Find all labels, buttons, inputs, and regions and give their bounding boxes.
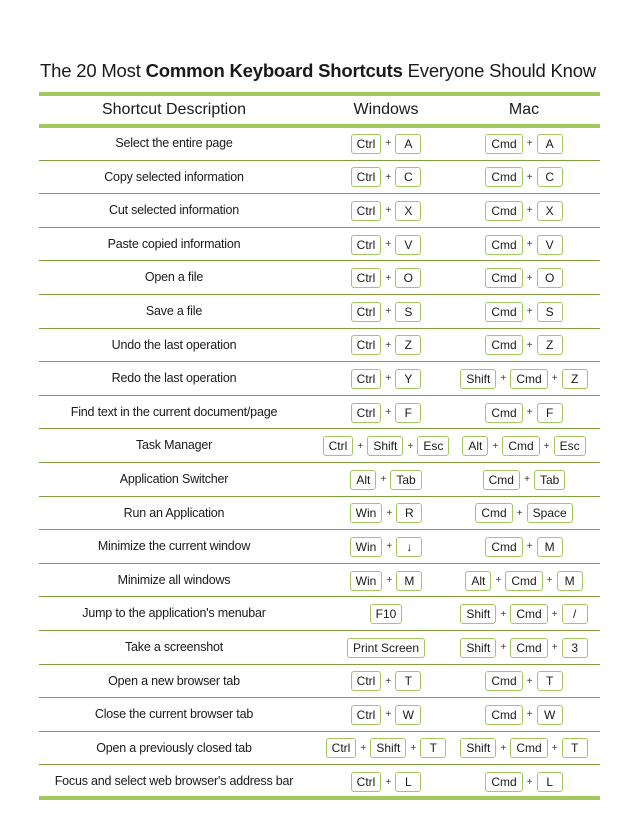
- mac-shortcut: [444, 631, 604, 665]
- key-cap: Print Screen: [347, 638, 425, 658]
- plus-sign: +: [524, 474, 530, 486]
- shortcut-description: Minimize all windows: [117, 572, 231, 587]
- plus-sign: +: [385, 776, 392, 788]
- table-row: [39, 194, 600, 228]
- key-cap: V: [537, 235, 563, 255]
- key-cap: F: [395, 403, 421, 423]
- shortcut-description: Task Manager: [135, 438, 213, 453]
- mac-shortcut: [444, 396, 604, 430]
- plus-sign: +: [385, 306, 392, 318]
- mac-shortcut: [444, 161, 604, 195]
- table-row: [39, 295, 600, 329]
- key-cap: F10: [370, 604, 403, 624]
- plus-sign: +: [385, 407, 392, 419]
- mac-shortcut: [444, 329, 604, 363]
- plus-sign: +: [385, 272, 392, 284]
- plus-sign: +: [551, 642, 558, 654]
- plus-sign: +: [526, 272, 533, 284]
- key-cap: O: [537, 268, 563, 288]
- plus-sign: +: [500, 373, 507, 385]
- key-cap: Cmd: [485, 671, 522, 691]
- mac-shortcut: [444, 497, 604, 531]
- key-cap: X: [395, 201, 421, 221]
- key-cap: C: [395, 167, 421, 187]
- table-row: [39, 564, 600, 598]
- shortcut-description: Open a previously closed tab: [96, 740, 252, 755]
- table-row: [39, 765, 600, 799]
- mac-shortcut: [444, 732, 604, 766]
- mac-shortcut: [444, 194, 604, 228]
- plus-sign: +: [385, 675, 392, 687]
- key-cap: M: [396, 571, 422, 591]
- key-cap: Tab: [534, 470, 565, 490]
- key-cap: M: [557, 571, 583, 591]
- plus-sign: +: [543, 440, 550, 452]
- mac-shortcut: [444, 463, 604, 497]
- mac-shortcut: [444, 564, 604, 598]
- key-cap: R: [396, 503, 422, 523]
- key-cap: Shift: [460, 604, 496, 624]
- key-cap: Shift: [367, 436, 403, 456]
- plus-sign: +: [386, 575, 393, 587]
- plus-sign: +: [357, 440, 364, 452]
- plus-sign: +: [407, 440, 414, 452]
- key-cap: Ctrl: [351, 235, 382, 255]
- plus-sign: +: [526, 306, 533, 318]
- mac-shortcut: [444, 362, 604, 396]
- key-cap: S: [395, 302, 421, 322]
- shortcut-description: Take a screenshot: [124, 639, 224, 654]
- key-cap: C: [537, 167, 563, 187]
- mac-shortcut: [444, 765, 604, 799]
- plus-sign: +: [380, 474, 387, 486]
- header-windows: Windows: [353, 101, 419, 118]
- down-arrow-key-icon: ↓: [396, 537, 422, 557]
- plus-sign: +: [385, 339, 392, 351]
- mac-shortcut: [444, 597, 604, 631]
- table-row: [39, 362, 600, 396]
- shortcut-description: Cut selected information: [109, 203, 239, 218]
- table-row: [39, 698, 600, 732]
- plus-sign: +: [410, 742, 417, 754]
- key-cap: Cmd: [485, 537, 522, 557]
- shortcut-description: Paste copied information: [107, 236, 241, 251]
- key-cap: Shift: [460, 638, 496, 658]
- key-cap: L: [395, 772, 421, 792]
- key-cap: T: [420, 738, 446, 758]
- key-cap: Cmd: [475, 503, 512, 523]
- plus-sign: +: [526, 339, 533, 351]
- table-row: [39, 161, 600, 195]
- key-cap: Win: [350, 503, 383, 523]
- title-prefix: The 20 Most: [40, 60, 146, 81]
- shortcut-description: Open a new browser tab: [108, 673, 240, 688]
- shortcut-table-body: [39, 127, 600, 799]
- key-cap: Ctrl: [323, 436, 354, 456]
- key-cap: Cmd: [485, 134, 522, 154]
- plus-sign: +: [526, 138, 533, 150]
- table-row: [39, 396, 600, 430]
- plus-sign: +: [526, 239, 533, 251]
- shortcut-description: Jump to the application's menubar: [82, 606, 266, 621]
- key-cap: Cmd: [485, 403, 522, 423]
- plus-sign: +: [385, 373, 392, 385]
- plus-sign: +: [385, 709, 392, 721]
- key-cap: V: [395, 235, 421, 255]
- key-cap: Shift: [460, 738, 496, 758]
- key-cap: Cmd: [485, 335, 522, 355]
- plus-sign: +: [385, 138, 392, 150]
- plus-sign: +: [360, 742, 367, 754]
- key-cap: Cmd: [510, 369, 547, 389]
- mac-shortcut: [444, 530, 604, 564]
- key-cap: Ctrl: [351, 268, 382, 288]
- key-cap: Alt: [350, 470, 376, 490]
- plus-sign: +: [385, 205, 392, 217]
- table-row: [39, 463, 600, 497]
- key-cap: Cmd: [485, 235, 522, 255]
- shortcut-description: Select the entire page: [115, 136, 233, 150]
- title-suffix: Everyone Should Know: [402, 60, 596, 81]
- key-cap: Cmd: [485, 201, 522, 221]
- plus-sign: +: [546, 575, 553, 587]
- plus-sign: +: [385, 171, 392, 183]
- key-cap: T: [395, 671, 421, 691]
- key-cap: Cmd: [485, 268, 522, 288]
- shortcut-description: Run an Application: [123, 505, 225, 520]
- plus-sign: +: [500, 742, 507, 754]
- plus-sign: +: [500, 608, 507, 620]
- plus-sign: +: [551, 742, 558, 754]
- shortcut-description: Close the current browser tab: [94, 707, 254, 722]
- key-cap: Alt: [462, 436, 488, 456]
- plus-sign: +: [500, 642, 507, 654]
- key-cap: Cmd: [485, 167, 522, 187]
- table-row: [39, 530, 600, 564]
- key-cap: W: [395, 705, 421, 725]
- plus-sign: +: [386, 507, 393, 519]
- table-row: [39, 261, 600, 295]
- key-cap: Cmd: [510, 604, 547, 624]
- title-bold: Common Keyboard Shortcuts: [145, 60, 403, 81]
- key-cap: Y: [395, 369, 421, 389]
- key-cap: Win: [350, 571, 383, 591]
- table-bottom-rule: [39, 796, 600, 800]
- shortcut-description: Copy selected information: [104, 169, 244, 184]
- table-row: [39, 228, 600, 262]
- key-cap: Ctrl: [351, 201, 382, 221]
- table-row: [39, 631, 600, 665]
- key-cap: /: [562, 604, 588, 624]
- key-cap: Z: [562, 369, 588, 389]
- plus-sign: +: [516, 507, 523, 519]
- key-cap: Cmd: [485, 302, 522, 322]
- page-title: [0, 60, 636, 82]
- plus-sign: +: [386, 541, 393, 553]
- key-cap: Z: [395, 335, 421, 355]
- key-cap: Ctrl: [351, 772, 382, 792]
- key-cap: Cmd: [485, 705, 522, 725]
- mac-shortcut: [444, 429, 604, 463]
- plus-sign: +: [385, 239, 392, 251]
- key-cap: Space: [527, 503, 573, 523]
- key-cap: Tab: [390, 470, 421, 490]
- plus-sign: +: [526, 541, 533, 553]
- key-cap: F: [537, 403, 563, 423]
- shortcut-description: Save a file: [145, 303, 203, 318]
- key-cap: Shift: [460, 369, 496, 389]
- shortcut-description: Application Switcher: [119, 471, 229, 486]
- key-cap: M: [537, 537, 563, 557]
- header-description: Shortcut Description: [101, 101, 247, 118]
- key-cap: Ctrl: [351, 335, 382, 355]
- key-cap: Ctrl: [351, 705, 382, 725]
- key-cap: Cmd: [510, 638, 547, 658]
- mac-shortcut: [444, 228, 604, 262]
- mac-shortcut: [444, 665, 604, 699]
- key-cap: Ctrl: [351, 369, 382, 389]
- shortcut-description: Focus and select web browser's address bar: [54, 774, 294, 789]
- key-cap: Esc: [554, 436, 586, 456]
- key-cap: L: [537, 772, 563, 792]
- key-cap: Ctrl: [351, 302, 382, 322]
- plus-sign: +: [492, 440, 499, 452]
- key-cap: Cmd: [510, 738, 547, 758]
- plus-sign: +: [526, 675, 533, 687]
- table-row: [39, 665, 600, 699]
- plus-sign: +: [551, 608, 558, 620]
- key-cap: S: [537, 302, 563, 322]
- key-cap: Cmd: [502, 436, 539, 456]
- key-cap: Cmd: [483, 470, 520, 490]
- plus-sign: +: [526, 205, 533, 217]
- key-cap: X: [537, 201, 563, 221]
- key-cap: Esc: [417, 436, 449, 456]
- shortcut-description: Undo the last operation: [111, 337, 237, 352]
- key-cap: Shift: [370, 738, 406, 758]
- key-cap: Ctrl: [351, 134, 382, 154]
- key-cap: Cmd: [505, 571, 542, 591]
- key-cap: T: [562, 738, 588, 758]
- shortcut-description: Open a file: [144, 270, 204, 285]
- header-mac: Mac: [508, 101, 540, 118]
- shortcut-description: Find text in the current document/page: [70, 404, 278, 419]
- table-row: [39, 329, 600, 363]
- table-header: [39, 96, 600, 124]
- plus-sign: +: [526, 171, 533, 183]
- table-row: [39, 127, 600, 161]
- key-cap: Ctrl: [351, 403, 382, 423]
- shortcut-description: Minimize the current window: [97, 539, 251, 554]
- key-cap: Ctrl: [326, 738, 357, 758]
- key-cap: 3: [562, 638, 588, 658]
- plus-sign: +: [526, 776, 533, 788]
- mac-shortcut: [444, 261, 604, 295]
- key-cap: Cmd: [485, 772, 522, 792]
- table-row: [39, 732, 600, 766]
- mac-shortcut: [444, 127, 604, 161]
- key-cap: A: [537, 134, 563, 154]
- key-cap: Z: [537, 335, 563, 355]
- plus-sign: +: [526, 407, 533, 419]
- table-row: [39, 497, 600, 531]
- key-cap: O: [395, 268, 421, 288]
- mac-shortcut: [444, 295, 604, 329]
- key-cap: Ctrl: [351, 671, 382, 691]
- key-cap: A: [395, 134, 421, 154]
- shortcut-description: Redo the last operation: [111, 371, 237, 386]
- key-cap: T: [537, 671, 563, 691]
- table-row: [39, 597, 600, 631]
- key-cap: W: [537, 705, 563, 725]
- plus-sign: +: [495, 575, 502, 587]
- mac-shortcut: [444, 698, 604, 732]
- key-cap: Alt: [465, 571, 491, 591]
- key-cap: Ctrl: [351, 167, 382, 187]
- plus-sign: +: [526, 709, 533, 721]
- key-cap: Win: [350, 537, 383, 557]
- plus-sign: +: [551, 373, 558, 385]
- table-row: [39, 429, 600, 463]
